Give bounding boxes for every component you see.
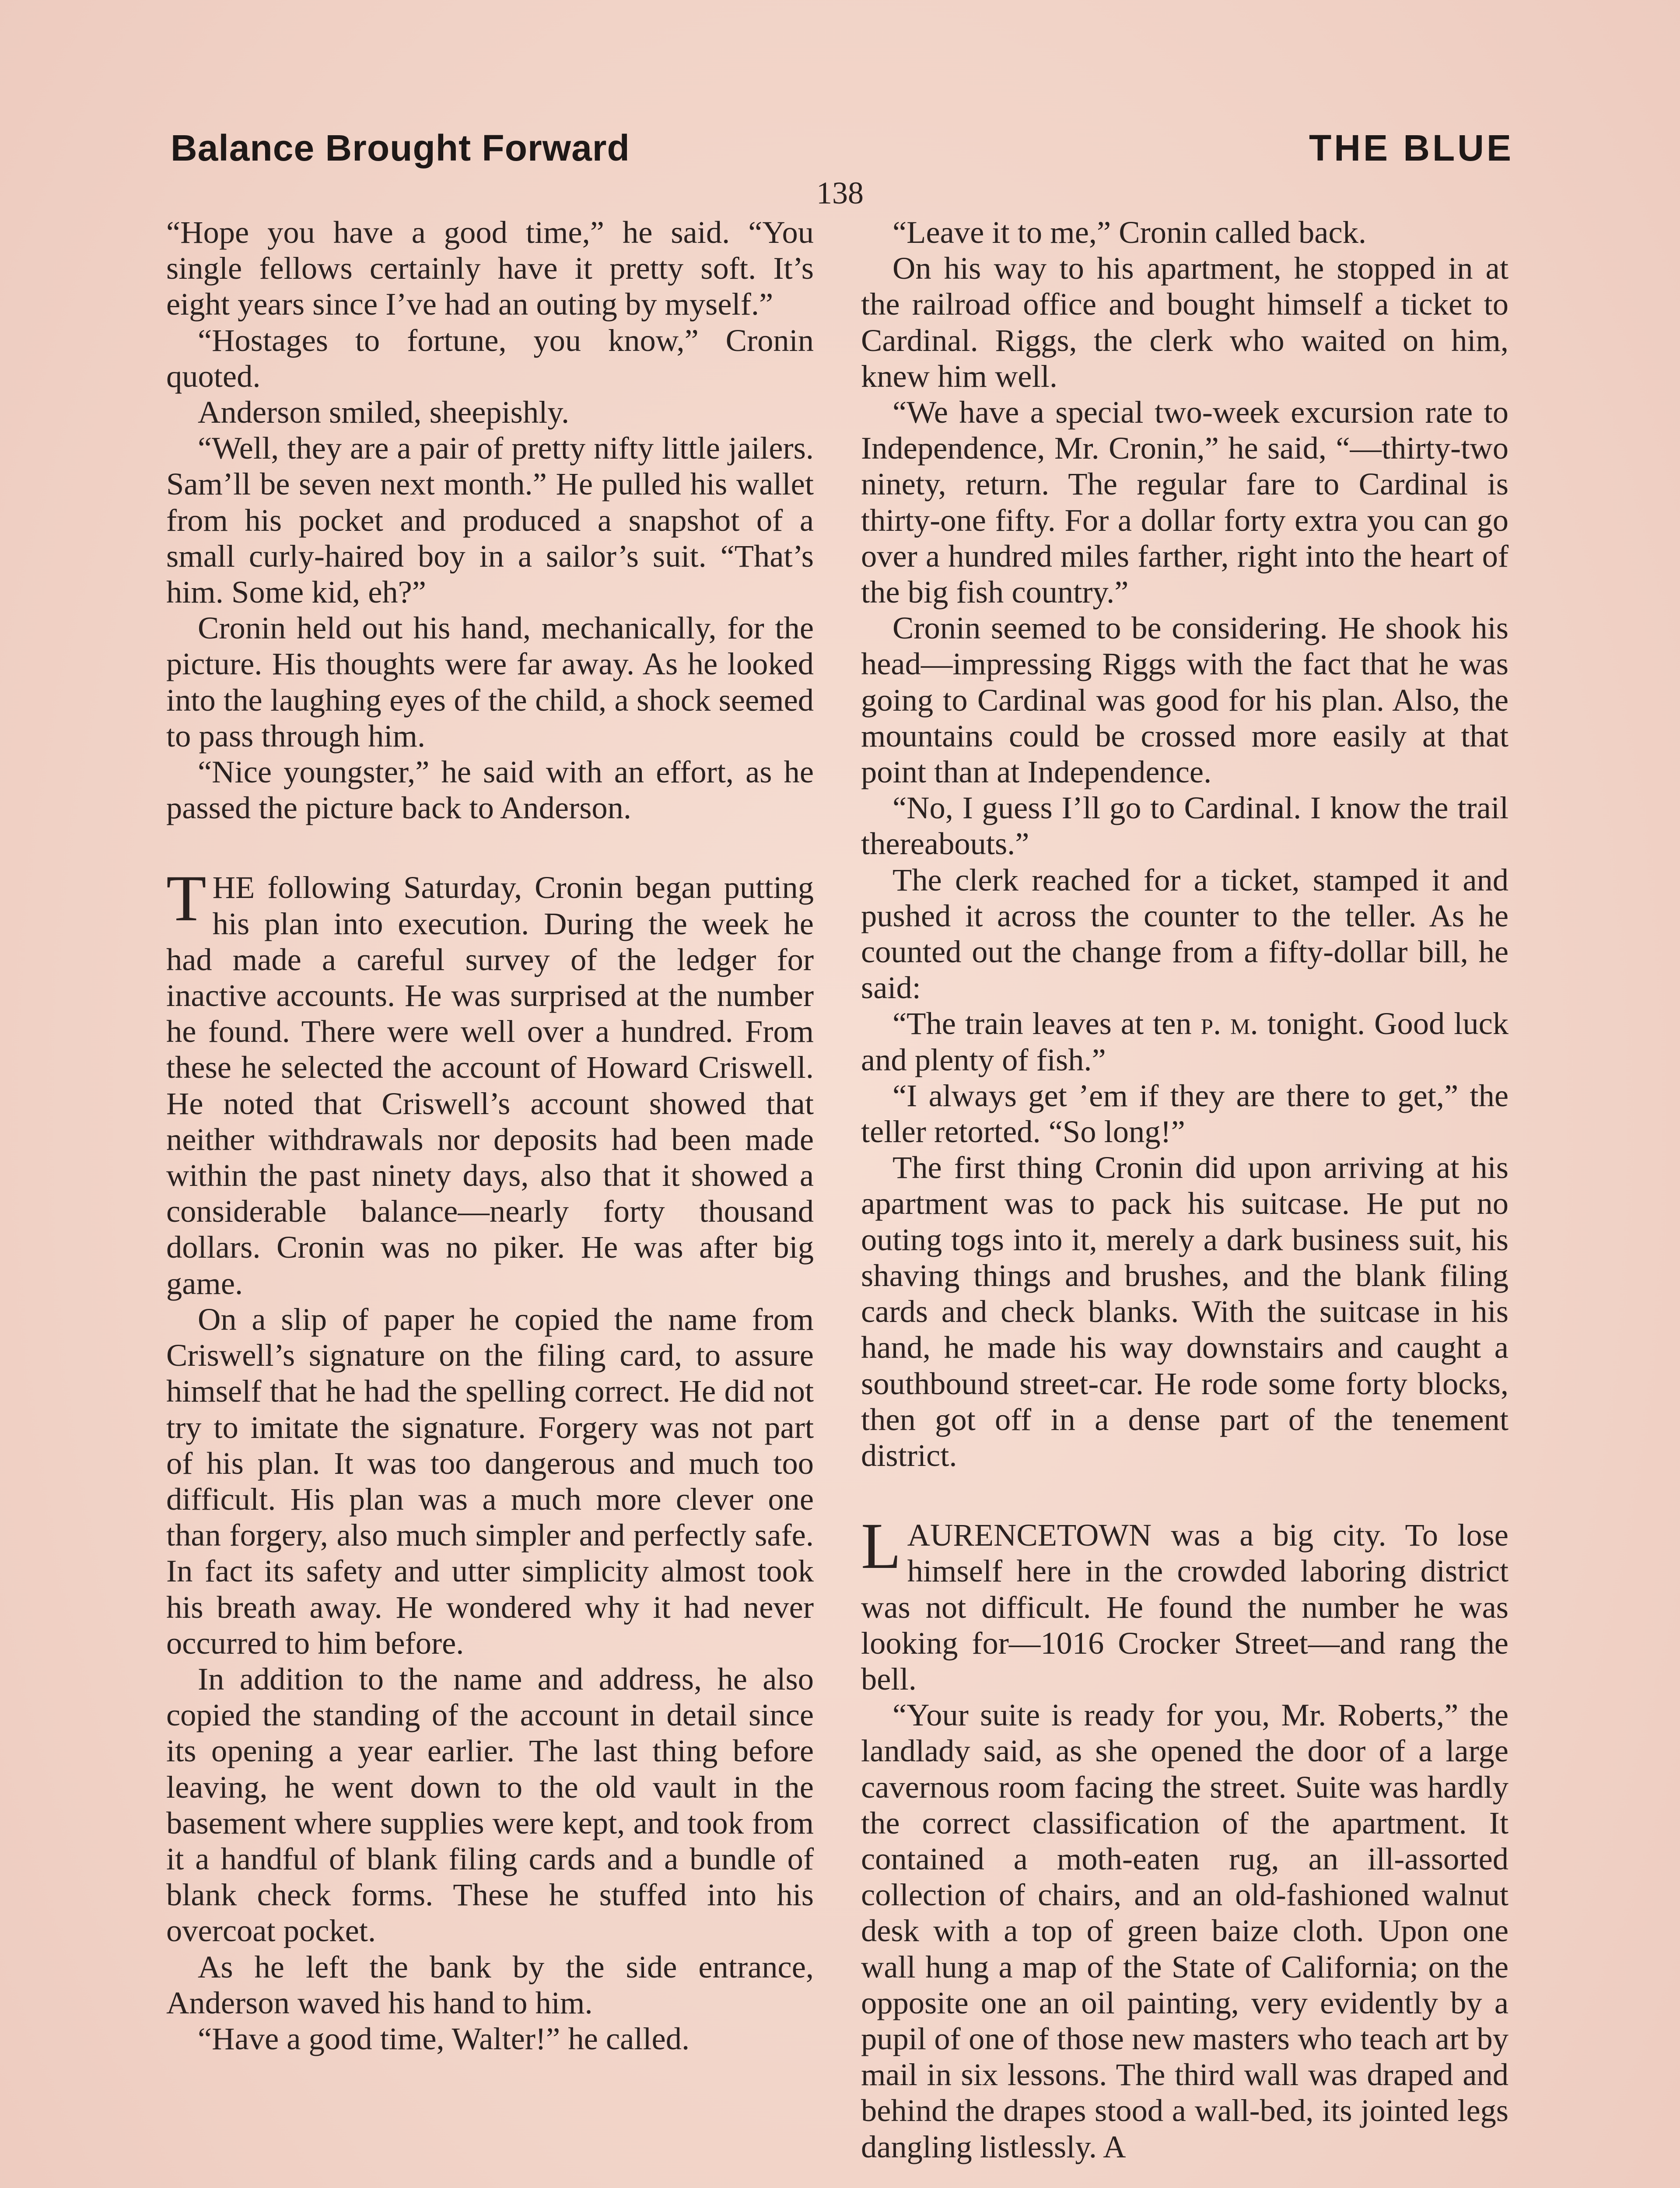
page-number: 138 <box>816 175 864 210</box>
section-opening-paragraph <box>861 1510 1508 1697</box>
section-break <box>166 826 814 870</box>
paragraph: Anderson smiled, sheepishly. <box>198 394 570 430</box>
paragraph: As he left the bank by the side entrance, Anderson waved his hand to him. <box>166 1949 814 2020</box>
running-head-title: Balance Brought Forward <box>171 127 630 168</box>
paragraph-text: HE following Saturday, Cronin began putting his plan into execution. During the week he had made a careful survey of the ledger for inactive accounts. He was surprised at the number he found. There were well over a hundred. From these he selected the account of Howard Criswell. He noted that Criswell’s account showed that neither withdrawals nor deposits had been made within the past ninety days, also that it showed a considerable balance—nearly forty thousand dollars. Cronin was no piker. He was after big game. <box>166 870 814 1301</box>
paragraph: “Your suite is ready for you, Mr. Roberts,” the landlady said, as she opened the door of a large cavernous room facing the street. Suite was hardly the correct classification of the apartment. It contained a moth-eaten rug, an ill-assorted collection of chairs, and an old-fashioned walnut desk with a top of green baize cloth. Upon one wall hung a map of the State of California; on the opposite one an oil painting, very evidently by a pupil of one of those new masters who teach art by mail in six lessons. The third wall was draped and behind the drapes stood a wall-bed, its jointed legs dangling listlessly. A <box>861 1697 1508 2164</box>
paragraph: On his way to his apartment, he stopped in at the railroad office and bought himself a ticket to Cardinal. Riggs, the clerk who waited on him, knew him well. <box>861 250 1508 394</box>
paragraph: Cronin held out his hand, mechanically, for the picture. His thoughts were far away. As he looked into the laughing eyes of the child, a shock seemed to pass through him. <box>166 610 814 754</box>
paragraph: The first thing Cronin did upon arriving at his apartment was to pack his suitcase. He put no outing togs into it, merely a dark business suit, his shaving things and brushes, and the blank filing cards and check blanks. With the suitcase in his hand, he made his way downstairs and caught a southbound street-car. He rode some forty blocks, then got off in a dense part of the tenement district. <box>861 1150 1508 1473</box>
section-break <box>861 1473 1508 1517</box>
paragraph: “Hope you have a good time,” he said. “You single fellows certainly have it pretty soft. It’s eight years since I’ve had an outing by myself.” <box>166 214 814 322</box>
paragraph-text: AURENCETOWN was a big city. To lose himself here in the crowded laboring district was not difficult. He found the number he was looking for—1016 Crocker Street—and rang the bell. <box>861 1517 1508 1697</box>
paragraph-text: tonight. Good luck and plenty of fish.” <box>861 1006 1508 1077</box>
paragraph: “Hostages to fortune, you know,” Cronin quoted. <box>166 322 814 394</box>
paragraph-text: “The train leaves at ten <box>892 1006 1201 1041</box>
paragraph: Cronin seemed to be considering. He shook his head—impressing Riggs with the fact that he was going to Cardinal was good for his plan. Also, the mountains could be crossed more easily at that point than at Independence. <box>861 610 1508 790</box>
paragraph: “Nice youngster,” he said with an effort, as he passed the picture back to Anderson. <box>166 754 814 826</box>
paragraph: “We have a special two-week excursion rate to Independence, Mr. Cronin,” he said, “—thirty-two ninety, return. The regular fare to Cardinal is thirty-one fifty. For a dollar forty extra you can go over a hundred miles farther, right into the heart of the big fish country.” <box>861 394 1508 610</box>
paragraph: “Leave it to me,” Cronin called back. <box>892 214 1367 250</box>
time-abbreviation: p. m. <box>1200 1006 1258 1041</box>
paragraph: On a slip of paper he copied the name from Criswell’s signature on the filing card, to assure himself that he had the spelling correct. He did not try to imitate the signature. Forgery was not part of his plan. It was too dangerous and much too difficult. His plan was a much more clever one than forgery, also much simpler and perfectly safe. In fact its safety and utter simplicity almost took his breath away. He wondered why it had never occurred to him before. <box>166 1301 814 1661</box>
running-head-magazine: THE BLUE <box>1309 127 1514 168</box>
paragraph: “Have a good time, Walter!” he called. <box>198 2020 690 2056</box>
paragraph: The clerk reached for a ticket, stamped it and pushed it across the counter to the teller. As he counted out the change from a fifty-dollar bill, he said: <box>861 862 1508 1006</box>
left-column <box>166 214 814 2057</box>
paragraph: “I always get ’em if they are there to get,” the teller retorted. “So long!” <box>861 1077 1508 1150</box>
paragraph: In addition to the name and address, he also copied the standing of the account in detail since its opening a year earlier. The last thing before leaving, he went down to the old vault in the basement where supplies were kept, and took from it a handful of blank filing cards and a bundle of blank check forms. These he stuffed into his overcoat pocket. <box>166 1661 814 1949</box>
right-column <box>861 214 1508 2165</box>
drop-cap: T <box>166 862 206 935</box>
paragraph <box>861 1006 1508 1077</box>
paragraph: “Well, they are a pair of pretty nifty little jailers. Sam’ll be seven next month.” He pulled his wallet from his pocket and produced a snapshot of a small curly-haired boy in a sailor’s suit. “That’s him. Some kid, eh?” <box>166 430 814 610</box>
section-opening-paragraph <box>166 862 814 1301</box>
drop-cap: L <box>861 1510 901 1583</box>
paragraph: “No, I guess I’ll go to Cardinal. I know the trail thereabouts.” <box>861 790 1508 862</box>
